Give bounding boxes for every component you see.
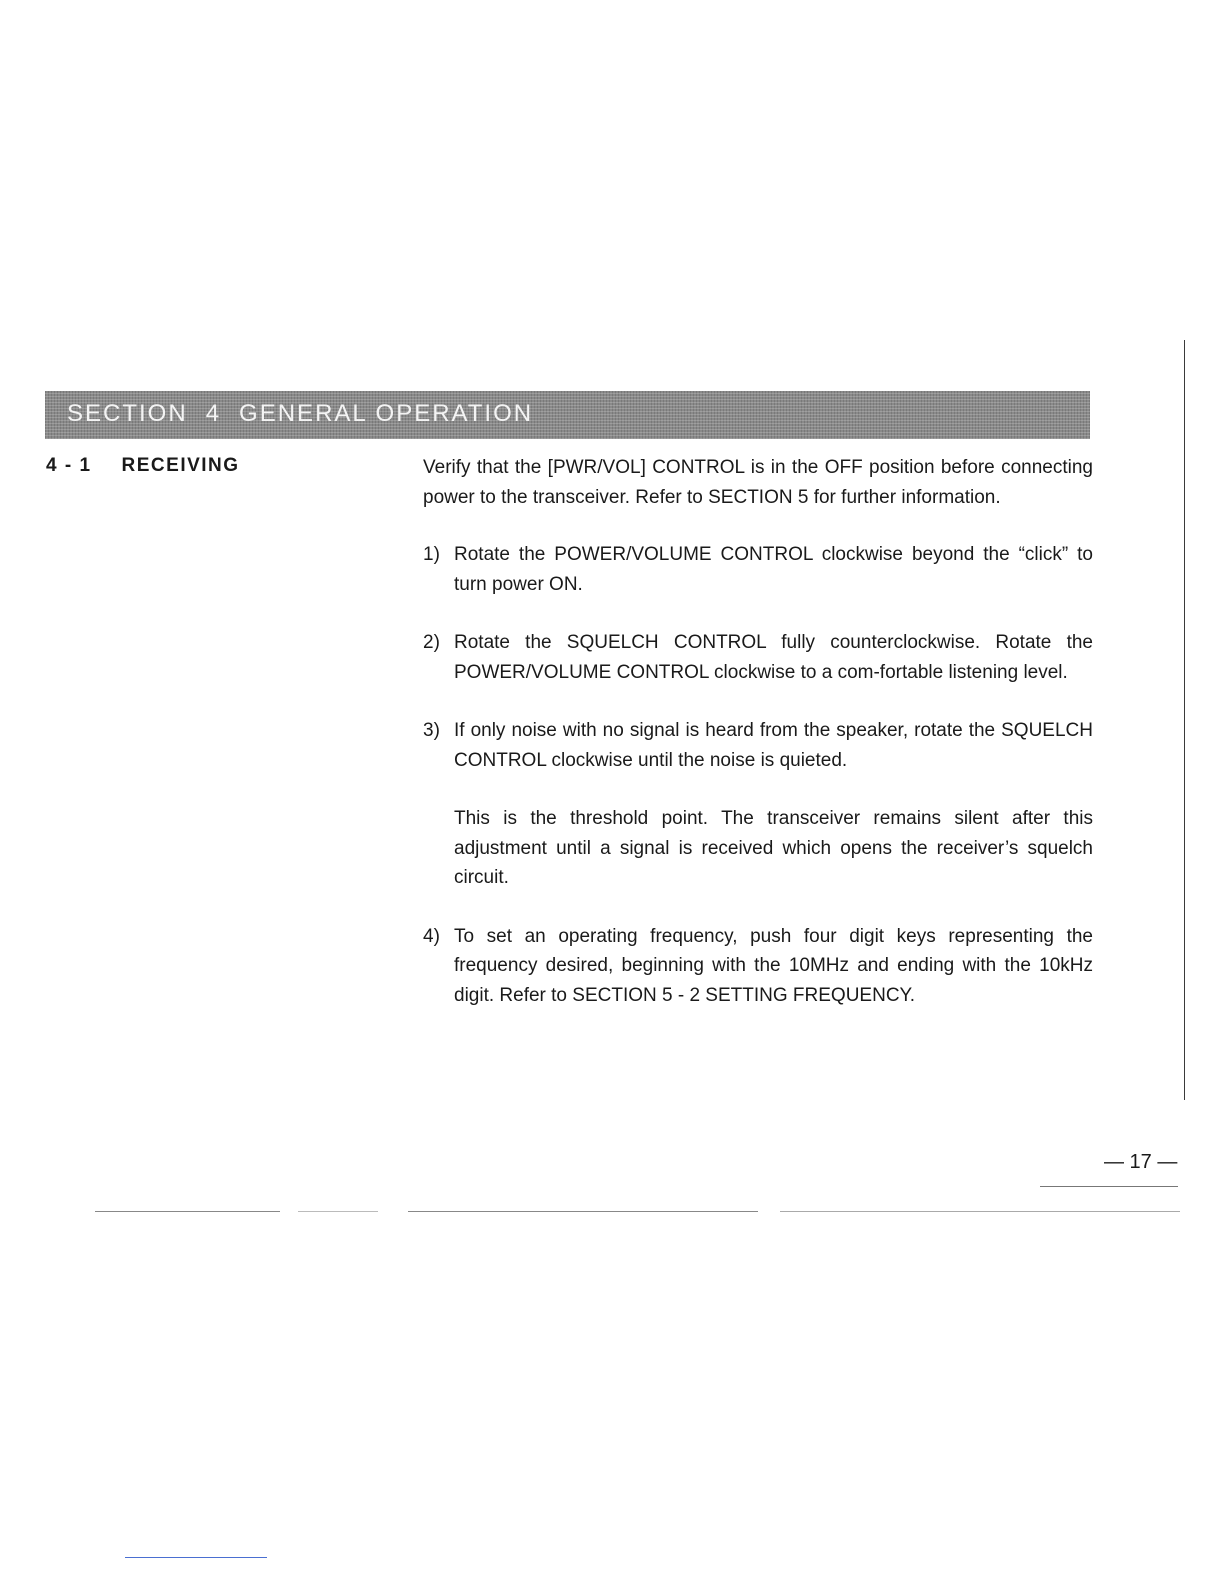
step-text: Rotate the POWER/VOLUME CONTROL clockwise beyond the “click” to turn power ON.: [454, 544, 1093, 595]
body-text: [423, 453, 1093, 1039]
bottom-rule: [780, 1211, 1180, 1212]
step-number: 2): [423, 632, 440, 653]
step-item: [423, 922, 1093, 1011]
step-item: [423, 716, 1093, 775]
section-label: SECTION: [67, 400, 188, 427]
bottom-rule: [408, 1211, 758, 1212]
section-title: [67, 400, 533, 428]
page-number: — 17 —: [1104, 1151, 1178, 1173]
link-underline: [125, 1557, 267, 1558]
section-number: 4: [205, 400, 222, 427]
footer-rule: [1040, 1186, 1178, 1187]
intro-paragraph: Verify that the [PWR/VOL] CONTROL is in the OFF position before connecting power to the transceiver. Refer to SECTION 5 for further information.: [423, 457, 1093, 508]
step-item: [423, 540, 1093, 599]
bottom-rule: [298, 1211, 378, 1212]
step-item: [423, 628, 1093, 687]
bottom-rule: [95, 1211, 280, 1212]
step-note: This is the threshold point. The transceiver remains silent after this adjustment until a signal is received which opens the receiver’s squelch circuit.: [454, 808, 1093, 888]
subsection-title: RECEIVING: [121, 455, 240, 476]
step-text: Rotate the SQUELCH CONTROL fully counterclockwise. Rotate the POWER/VOLUME CONTROL clockwise to a com-fortable listening level.: [454, 632, 1093, 683]
section-banner: [45, 391, 1090, 439]
section-name: GENERAL OPERATION: [239, 400, 534, 427]
step-text: To set an operating frequency, push four digit keys representing the frequency desired, beginning with the 10MHz and ending with the 10kHz digit. Refer to SECTION 5 - 2 SETTING FREQUENCY.: [454, 925, 1093, 1006]
right-margin-rule: [1184, 340, 1185, 1100]
subsection-number: 4 - 1: [46, 455, 92, 476]
step-text: If only noise with no signal is heard from the speaker, rotate the SQUELCH CONTROL clockwise until the noise is quieted.: [454, 720, 1093, 771]
step-number: 1): [423, 544, 440, 565]
subsection-heading: [46, 455, 240, 477]
step-number: 4): [423, 925, 440, 947]
step-number: 3): [423, 720, 440, 741]
